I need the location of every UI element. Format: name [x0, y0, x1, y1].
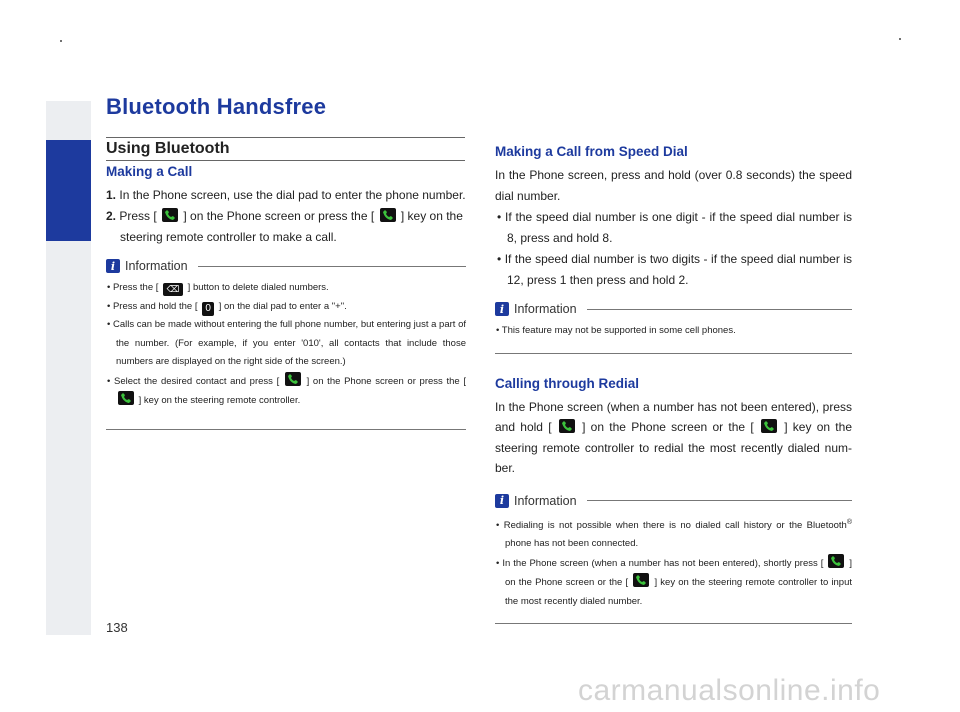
- info-box: [495, 493, 852, 625]
- step-number: 2.: [106, 209, 117, 223]
- info-item: [106, 372, 466, 411]
- zero-key-icon: 0: [202, 302, 214, 316]
- info-rule: [198, 266, 466, 267]
- info-icon: i: [106, 259, 120, 273]
- step-2: [106, 206, 466, 248]
- step-1: [106, 185, 466, 206]
- info-text: Press and hold the [: [112, 300, 198, 312]
- speed-dial-intro: In the Phone screen, press and hold (over 0.8 seconds) the speed dial number.: [495, 168, 852, 203]
- bullet: •: [107, 282, 111, 293]
- phone-call-icon: [285, 372, 301, 386]
- info-label: Information: [514, 302, 577, 316]
- redial-text-start: In the Phone screen (when a number has not been entered), press and hold [: [495, 399, 852, 434]
- info-item: [106, 298, 466, 317]
- info-header: [495, 301, 852, 317]
- info-text: This feature may not be supported in some cell phones.: [501, 325, 736, 336]
- bullet: •: [497, 252, 502, 266]
- heading-speed-dial: Making a Call from Speed Dial: [495, 144, 688, 159]
- bullet: •: [107, 375, 111, 387]
- info-end-rule: [106, 429, 466, 430]
- info-list: [106, 279, 466, 411]
- info-text: In the Phone screen (when a number has not been entered), shortly press [: [502, 557, 824, 569]
- registered-mark: ®: [846, 518, 852, 526]
- info-text: ] button to delete dialed numbers.: [187, 282, 329, 293]
- right-column: [495, 144, 852, 624]
- info-text: ] on the Phone screen or the [: [505, 557, 853, 589]
- info-text: ] on the Phone screen or press the [: [306, 375, 466, 387]
- left-column: [106, 164, 466, 430]
- info-label: Information: [125, 259, 188, 273]
- section-rule-top: [106, 137, 465, 138]
- bullet: •: [496, 519, 500, 531]
- bullet: •: [496, 557, 500, 569]
- bullet-text: If the speed dial number is two digits - if the speed dial number is 12, press 1 then press and hold 2.: [504, 252, 852, 287]
- step-text-middle: ] on the Phone screen or press the [: [183, 209, 375, 223]
- info-end-rule: [495, 353, 852, 354]
- section-title: Using Bluetooth: [106, 140, 230, 157]
- step-text: In the Phone screen, use the dial pad to enter the phone number.: [119, 188, 466, 202]
- step-text-end: ] key on the steering remote controller to make a call.: [120, 209, 463, 244]
- bullet: •: [107, 319, 111, 330]
- step-number: 1.: [106, 188, 117, 202]
- phone-call-icon: [828, 554, 844, 568]
- page-title: Bluetooth Handsfree: [106, 94, 327, 119]
- info-text: ] key on the steering remote controller to input the most recently dialed number.: [505, 577, 853, 607]
- sidebar-accent-block: [46, 140, 91, 241]
- info-text: phone has not been connected.: [505, 538, 639, 550]
- info-item: [106, 316, 466, 372]
- bullet: •: [496, 325, 500, 336]
- info-item: [495, 514, 852, 554]
- info-item: [495, 554, 852, 612]
- info-item: [106, 279, 466, 298]
- redial-text-end: ] key on the steering remote controller to redial the most recently dialed num-ber.: [495, 420, 852, 475]
- corner-mark-left: [60, 40, 62, 42]
- heading-redial: Calling through Redial: [495, 375, 639, 391]
- info-text: Redialing is not possible when there is no dialed call history or the Bluetooth: [503, 519, 847, 531]
- info-label: Information: [514, 493, 577, 508]
- info-list: [495, 322, 852, 341]
- bullet: •: [107, 300, 111, 312]
- info-header: [106, 258, 466, 274]
- phone-call-icon: [761, 419, 777, 433]
- info-end-rule: [495, 623, 852, 624]
- phone-call-icon: [118, 391, 134, 405]
- phone-call-icon: [633, 573, 649, 587]
- speed-dial-bullet: [495, 207, 852, 249]
- phone-call-icon: [162, 208, 178, 222]
- corner-mark-right: [899, 38, 901, 40]
- watermark: carmanualsonline.info: [578, 674, 881, 707]
- phone-call-icon: [559, 419, 575, 433]
- speed-dial-bullet: [495, 249, 852, 291]
- redial-text-middle: ] on the Phone screen or the [: [582, 420, 754, 434]
- info-text: ] on the dial pad to enter a "+".: [218, 300, 347, 312]
- info-rule: [587, 500, 852, 501]
- step-text-start: Press [: [119, 209, 157, 223]
- bullet-text: If the speed dial number is one digit - if the speed dial number is 8, press and hold 8.: [505, 210, 852, 245]
- info-text: Press the [: [112, 282, 159, 293]
- info-text: Calls can be made without entering the full phone number, but entering just a part of the number. (For example, if you enter '010', all contacts that include those numbers are displayed on the right side of the screen.): [112, 319, 466, 367]
- page-number: 138: [106, 620, 128, 635]
- info-item: [495, 322, 852, 341]
- backspace-icon: ⌫: [163, 283, 183, 296]
- info-box: [495, 301, 852, 354]
- info-header: [495, 493, 852, 509]
- info-text: Select the desired contact and press [: [114, 375, 280, 387]
- info-list: [495, 514, 852, 612]
- info-box: [106, 258, 466, 430]
- bullet: •: [497, 210, 502, 224]
- phone-call-icon: [380, 208, 396, 222]
- info-text: ] key on the steering remote controller.: [138, 395, 301, 406]
- heading-making-call: Making a Call: [106, 164, 193, 179]
- section-rule-bottom: [106, 160, 465, 161]
- info-icon: i: [495, 494, 509, 508]
- info-rule: [587, 309, 852, 310]
- info-icon: i: [495, 302, 509, 316]
- redial-text: [495, 397, 852, 479]
